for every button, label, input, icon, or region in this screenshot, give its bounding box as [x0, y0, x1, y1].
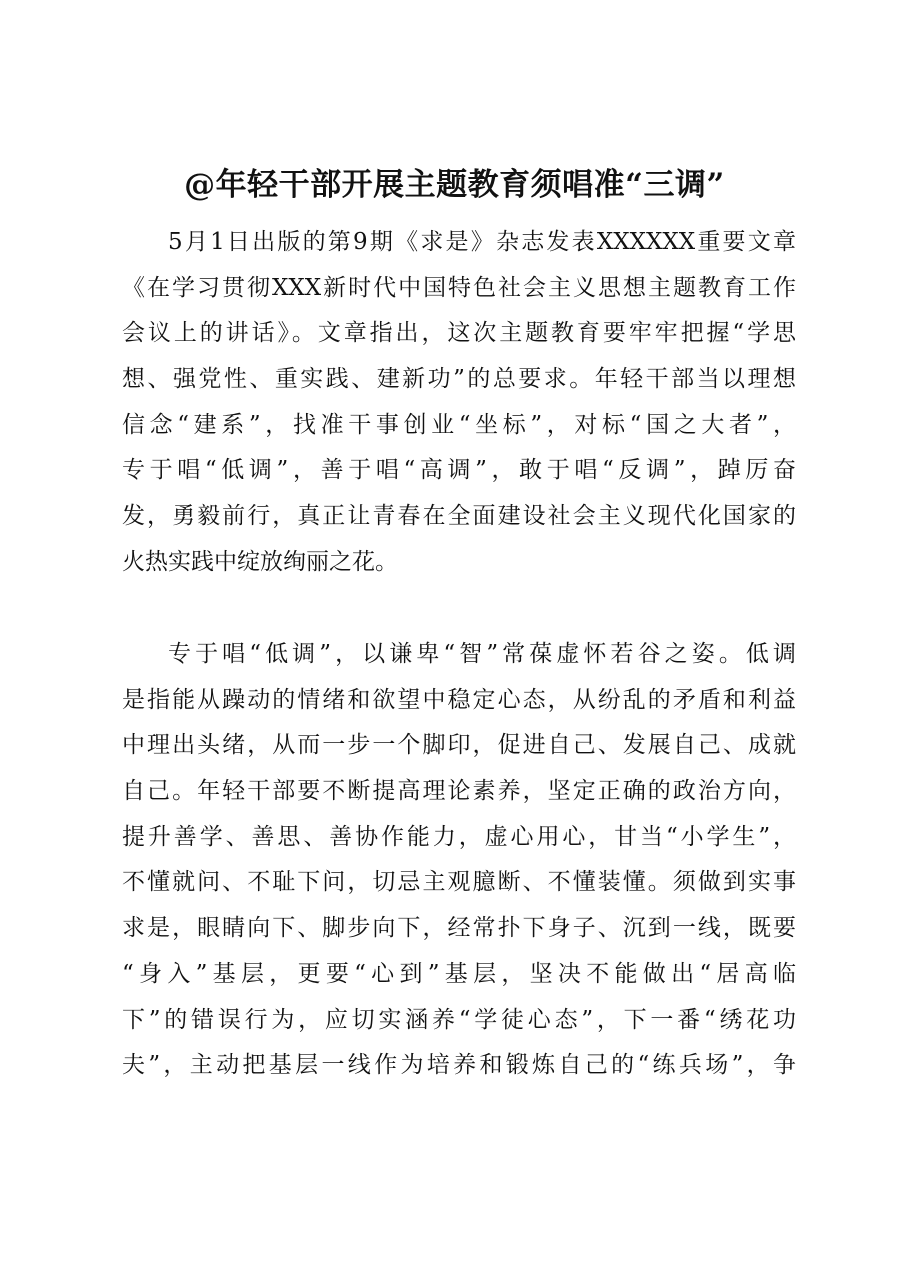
- paragraph-line: 不懂就问、不耻下问，切忌主观臆断、不懂装懂。须做到实事: [122, 869, 796, 896]
- paragraph-2: [122, 632, 796, 1089]
- paragraph-line: “身入”基层，更要“心到”基层，坚决不能做出“居高临: [122, 960, 796, 987]
- paragraph-line: 专于唱“低调”，以谦卑“智”常葆虚怀若谷之姿。低调: [168, 641, 796, 667]
- paragraph-line: 专于唱“低调”，善于唱“高调”，敢于唱“反调”，踔厉奋: [122, 457, 796, 484]
- paragraph-line: 火热实践中绽放绚丽之花。: [122, 548, 398, 575]
- paragraph-line: 《在学习贯彻XXX新时代中国特色社会主义思想主题教育工作: [122, 274, 796, 301]
- document-title: @年轻干部开展主题教育须唱准“三调”: [184, 167, 725, 203]
- paragraph-1: [122, 220, 796, 586]
- paragraph-line: 会议上的讲话》。文章指出，这次主题教育要牢牢把握“学思: [122, 320, 796, 347]
- paragraph-line: 想、强党性、重实践、建新功”的总要求。年轻干部当以理想: [122, 366, 796, 393]
- paragraph-line: 信念“建系”，找准干事创业“坐标”，对标“国之大者”，: [122, 411, 796, 438]
- paragraph-line: 发，勇毅前行，真正让青春在全面建设社会主义现代化国家的: [122, 503, 796, 530]
- paragraph-line: 夫”，主动把基层一线作为培养和锻炼自己的“练兵场”，争: [122, 1052, 796, 1079]
- paragraph-line: 求是，眼睛向下、脚步向下，经常扑下身子、沉到一线，既要: [122, 915, 796, 942]
- paragraph-line: 中理出头绪，从而一步一个脚印，促进自己、发展自己、成就: [122, 732, 796, 759]
- paragraph-line: 自己。年轻干部要不断提高理论素养，坚定正确的政治方向，: [122, 778, 796, 805]
- paragraph-line: 5月1日出版的第9期《求是》杂志发表XXXXXX重要文章: [168, 229, 796, 255]
- paragraph-line: 是指能从躁动的情绪和欲望中稳定心态，从纷乱的矛盾和利益: [122, 686, 796, 713]
- paragraph-line: 下”的错误行为，应切实涵养“学徒心态”，下一番“绣花功: [122, 1006, 796, 1033]
- paragraph-line: 提升善学、善思、善协作能力，虚心用心，甘当“小学生”，: [122, 823, 796, 850]
